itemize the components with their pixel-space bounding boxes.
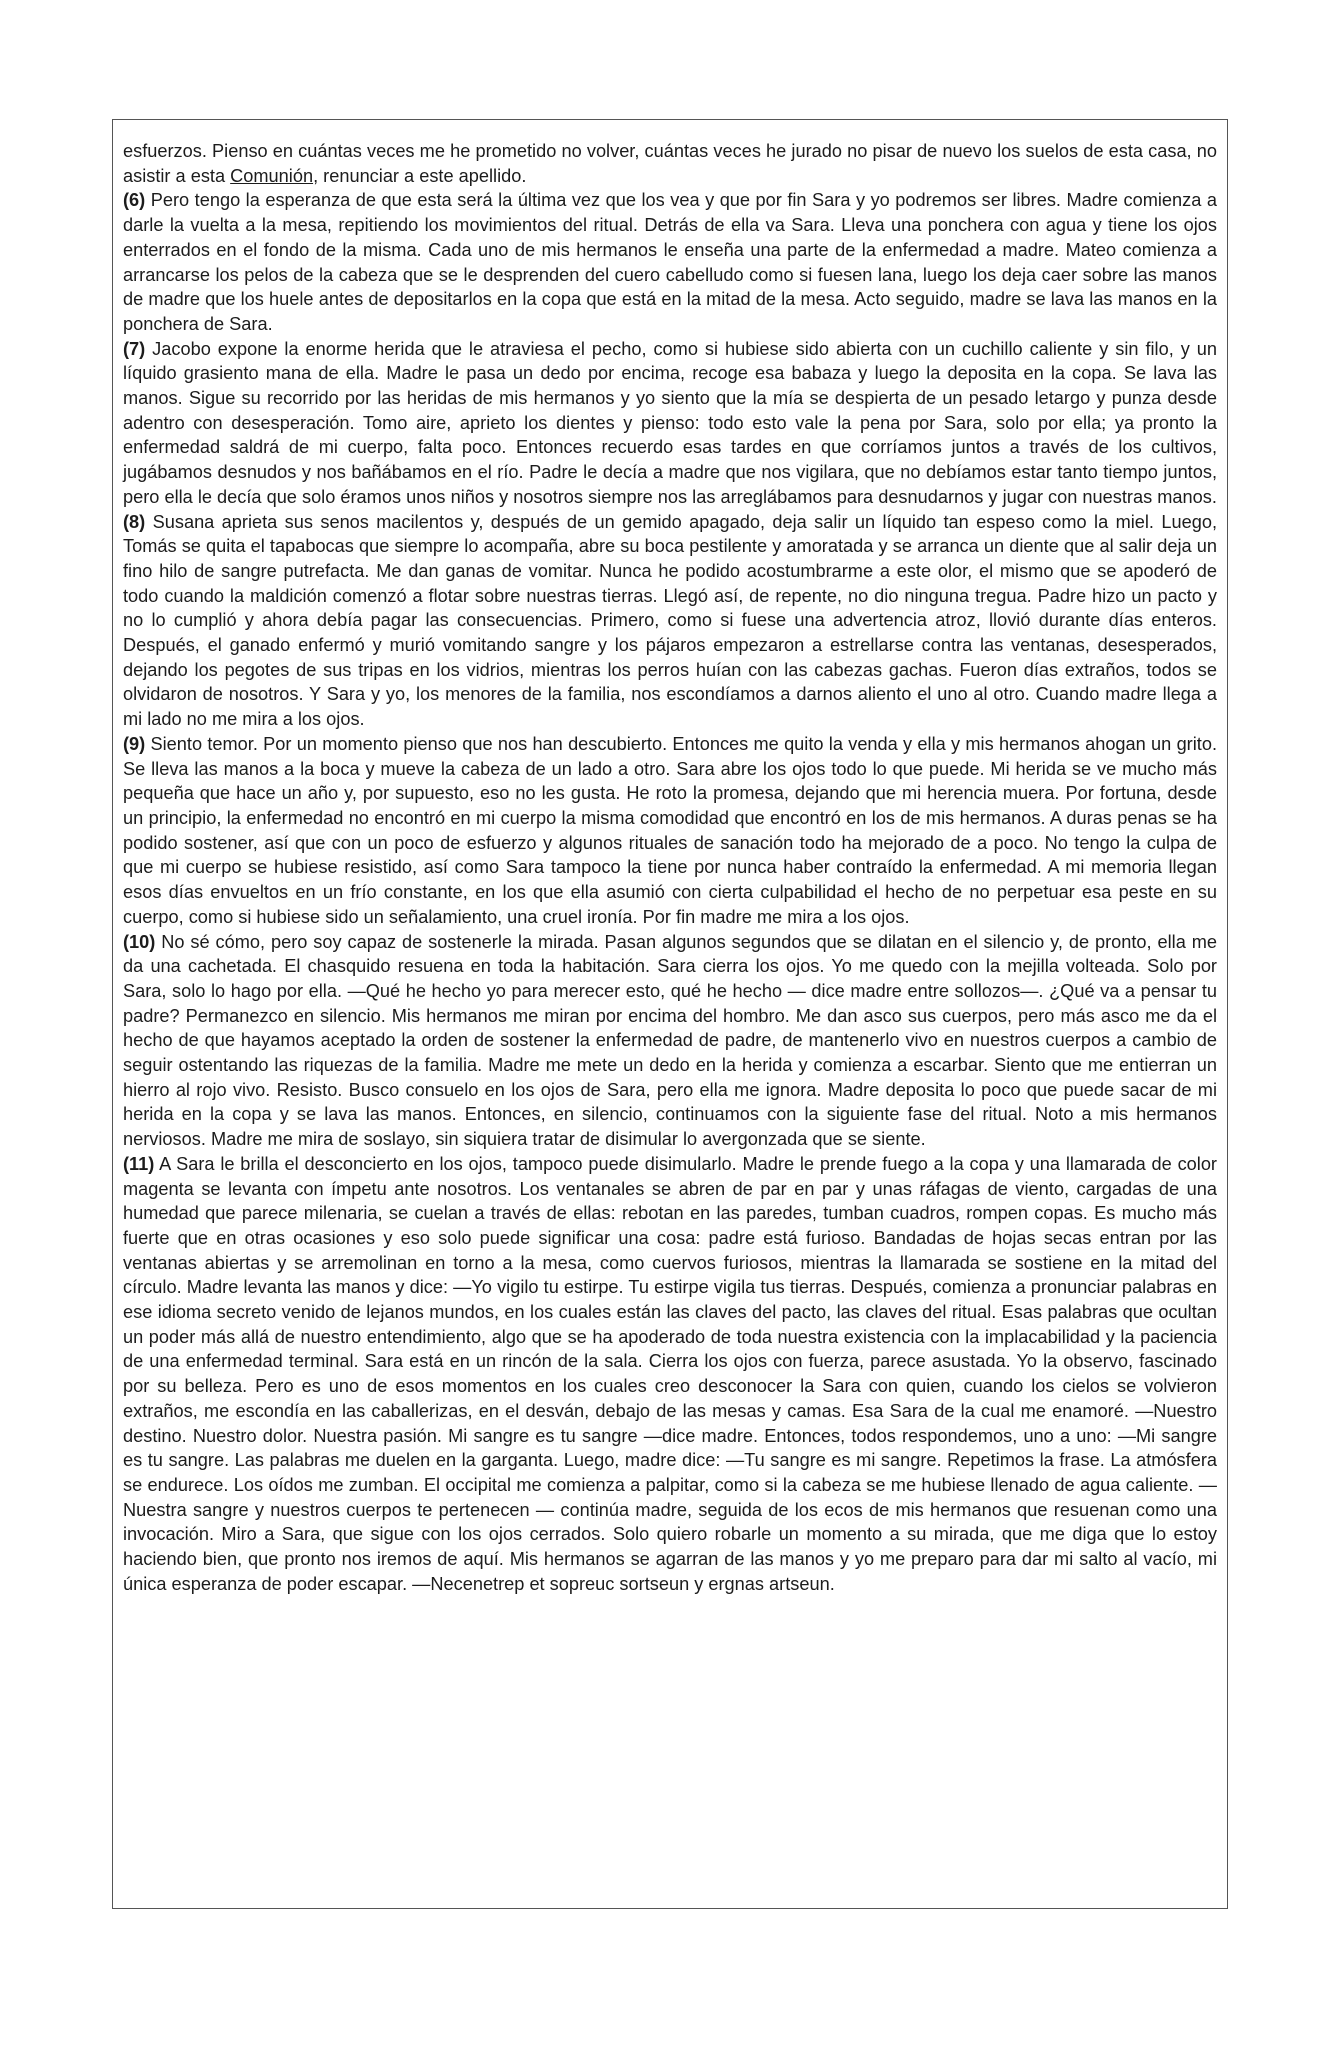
text-box-border — [112, 119, 1228, 1909]
paragraph-6 — [123, 188, 1217, 336]
paragraph-number: (8) — [123, 511, 146, 532]
paragraph-text: , renunciar a este apellido. — [313, 165, 527, 186]
paragraph-9 — [123, 732, 1217, 930]
paragraph-text: Susana aprieta sus senos macilentos y, después de un gemido apagado, deja salir un líquido tan espeso como la miel. Luego, Tomás se quita el tapabocas que siempre lo acompaña, abre su boca pestilente y amoratada y se arranca un diente que al salir deja un fino hilo de sangre putrefacta. Me dan ganas de vomitar. Nunca he podido acostumbrarme a este olor, el mismo que se apoderó de todo cuando la maldición comenzó a flotar sobre nuestras tierras. Llegó así, de repente, no dio ninguna tregua. Padre hizo un pacto y no lo cumplió y ahora debía pagar las consecuencias. Primero, como si fuese una advertencia atroz, llovió durante días enteros. Después, el ganado enfermó y murió vomitando sangre y los pájaros empezaron a estrellarse contra las ventanas, desesperados, dejando los pegotes de sus tripas en los vidrios, mientras los perros huían con las cabezas gachas. Fueron días extraños, todos se olvidaron de nosotros. Y Sara y yo, los menores de la familia, nos escondíamos a darnos aliento el uno al otro. Cuando madre llega a mi lado no me mira a los ojos. — [123, 511, 1217, 730]
paragraph-text: esfuerzos. Pienso en cuántas veces me he prometido no volver, cuántas veces he jurado no pisar de nuevo los suelos de esta casa, no asistir a esta — [123, 141, 1217, 186]
paragraph-number: (7) — [123, 338, 146, 359]
paragraph-7 — [123, 337, 1217, 510]
text-body — [123, 139, 1217, 1596]
underlined-word: Comunión — [230, 165, 314, 186]
paragraph-text: Siento temor. Por un momento pienso que nos han descubierto. Entonces me quito la venda y ella y mis hermanos ahogan un grito. Se lleva las manos a la boca y mueve la cabeza de un lado a otro. Sara abre los ojos todo lo que puede. Mi herida se ve mucho más pequeña que hace un año y, por supuesto, eso no les gusta. He roto la promesa, dejando que mi herencia muera. Por fortuna, desde un principio, la enfermedad no encontró en mi cuerpo la misma comodidad que encontró en los de mis hermanos. A duras penas se ha podido sostener, así que con un poco de esfuerzo y algunos rituales de sanación todo ha mejorado de a poco. No tengo la culpa de que mi cuerpo se hubiese resistido, así como Sara tampoco la tiene por nunca haber contraído la enfermedad. A mi memoria llegan esos días envueltos en un frío constante, en los que ella asumió con cierta culpabilidad el hecho de no perpetuar esa peste en su cuerpo, como si hubiese sido un señalamiento, una cruel ironía. Por fin madre me mira a los ojos. — [123, 733, 1217, 927]
paragraph-8 — [123, 510, 1217, 732]
paragraph-number: (10) — [123, 931, 156, 952]
paragraph-text: Pero tengo la esperanza de que esta será la última vez que los vea y que por fin Sara y yo podremos ser libres. Madre comienza a darle la vuelta a la mesa, repitiendo los movimientos del ritual. Detrás de ella va Sara. Lleva una ponchera con agua y tiene los ojos enterrados en el fondo de la misma. Cada uno de mis hermanos le enseña una parte de la enfermedad a madre. Mateo comienza a arrancarse los pelos de la cabeza que se le desprenden del cuero cabelludo como si fuesen lana, luego los deja caer sobre las manos de madre que los huele antes de depositarlos en la copa que está en la mitad de la mesa. Acto seguido, madre se lava las manos en la ponchera de Sara. — [123, 190, 1217, 334]
paragraph-11 — [123, 1152, 1217, 1597]
paragraph-text: A Sara le brilla el desconcierto en los ojos, tampoco puede disimularlo. Madre le prende fuego a la copa y una llamarada de color magenta se levanta con ímpetu ante nosotros. Los ventanales se abren de par en par y unas ráfagas de viento, cargadas de una humedad que parece milenaria, se cuelan a través de ellas: rebotan en las paredes, tumban cuadros, rompen copas. Es mucho más fuerte que en otras ocasiones y eso solo puede significar una cosa: padre está furioso. Bandadas de hojas secas entran por las ventanas abiertas y se arremolinan en torno a la mesa, como cuervos furiosos, mientras la llamarada se sostiene en la mitad del círculo. Madre levanta las manos y dice: —Yo vigilo tu estirpe. Tu estirpe vigila tus tierras. Después, comienza a pronunciar palabras en ese idioma secreto venido de lejanos mundos, en los cuales están las claves del pacto, las claves del ritual. Esas palabras que ocultan un poder más allá de nuestro entendimiento, algo que se ha apoderado de toda nuestra existencia con la implacabilidad y la paciencia de una enfermedad terminal. Sara está en un rincón de la sala. Cierra los ojos con fuerza, parece asustada. Yo la observo, fascinado por su belleza. Pero es uno de esos momentos en los cuales creo desconocer la Sara con quien, cuando los cielos se volvieron extraños, me escondía en las caballerizas, en el desván, debajo de las mesas y camas. Esa Sara de la cual me enamoré. —Nuestro destino. Nuestro dolor. Nuestra pasión. Mi sangre es tu sangre —dice madre. Entonces, todos respondemos, uno a uno: —Mi sangre es tu sangre. Las palabras me duelen en la garganta. Luego, madre dice: —Tu sangre es mi sangre. Repetimos la frase. La atmósfera se endurece. Los oídos me zumban. El occipital me comienza a palpitar, como si la cabeza se me hubiese llenado de agua caliente. —Nuestra sangre y nuestros cuerpos te pertenecen — continúa madre, seguida de los ecos de mis hermanos que resuenan como una invocación. Miro a Sara, que sigue con los ojos cerrados. Solo quiero robarle un momento a su mirada, que me diga que lo estoy haciendo bien, que pronto nos iremos de aquí. Mis hermanos se agarran de las manos y yo me preparo para dar mi salto al vacío, mi única esperanza de poder escapar. —Necenetrep et sopreuc sortseun y ergnas artseun. — [123, 1153, 1217, 1594]
paragraph-number: (6) — [123, 190, 146, 211]
paragraph-number: (11) — [123, 1153, 155, 1174]
paragraph-number: (9) — [123, 733, 146, 754]
paragraph-5-continuation — [123, 139, 1217, 188]
paragraph-10 — [123, 930, 1217, 1152]
paragraph-text: No sé cómo, pero soy capaz de sostenerle la mirada. Pasan algunos segundos que se dilatan en el silencio y, de pronto, ella me da una cachetada. El chasquido resuena en toda la habitación. Sara cierra los ojos. Yo me quedo con la mejilla volteada. Solo por Sara, solo lo hago por ella. —Qué he hecho yo para merecer esto, qué he hecho — dice madre entre sollozos—. ¿Qué va a pensar tu padre? Permanezco en silencio. Mis hermanos me miran por encima del hombro. Me dan asco sus cuerpos, pero más asco me da el hecho de que hayamos aceptado la orden de sostener la enfermedad de padre, de mantenerlo vivo en nuestros cuerpos a cambio de seguir ostentando las riquezas de la familia. Madre me mete un dedo en la herida y comienza a escarbar. Siento que me entierran un hierro al rojo vivo. Resisto. Busco consuelo en los ojos de Sara, pero ella me ignora. Madre deposita lo poco que puede sacar de mi herida en la copa y se lava las manos. Entonces, en silencio, continuamos con la siguiente fase del ritual. Noto a mis hermanos nerviosos. Madre me mira de soslayo, sin siquiera tratar de disimular lo avergonzada que se siente. — [123, 931, 1217, 1150]
paragraph-text: Jacobo expone la enorme herida que le atraviesa el pecho, como si hubiese sido abierta con un cuchillo caliente y sin filo, y un líquido grasiento mana de ella. Madre le pasa un dedo por encima, recoge esa babaza y luego la deposita en la copa. Se lava las manos. Sigue su recorrido por las heridas de mis hermanos y yo siento que la mía se despierta de un pesado letargo y punza desde adentro con desesperación. Tomo aire, aprieto los dientes y pienso: todo esto vale la pena por Sara, solo por ella; ya pronto la enfermedad saldrá de mi cuerpo, falta poco. Entonces recuerdo esas tardes en que corríamos juntos a través de los cultivos, jugábamos desnudos y nos bañábamos en el río. Padre le decía a madre que nos vigilara, que no debíamos estar tanto tiempo juntos, pero ella le decía que solo éramos unos niños y nosotros siempre nos las arreglábamos para desnudarnos y jugar con nuestras manos. — [123, 338, 1217, 507]
